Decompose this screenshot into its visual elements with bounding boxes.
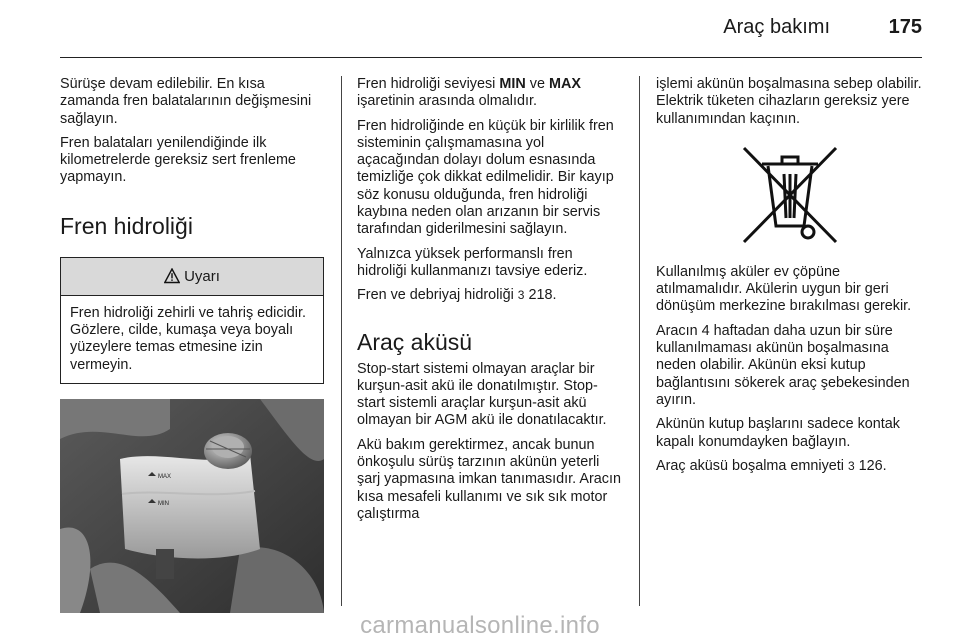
warning-box [60,257,324,384]
heading-brake-fluid: Fren hidroliği [60,212,193,239]
min-mark: MIN [158,500,169,507]
watermark: carmanualsonline.info [360,612,600,639]
heading-vehicle-battery: Araç aküsü [357,328,473,355]
paragraph: işlemi akünün boşalmasına sebep olabilir. Elektrik tüketen cihazların gereksiz yere kullanımından kaçının. [656,76,922,127]
page-reference-link[interactable]: 126 [858,457,883,474]
warning-text: Fren hidroliği zehirli ve tahriş edicidir. Gözlere, cilde, kumaşa veya boyalı yüzeylere temas etmesine izin vermeyin. [70,304,306,373]
column-divider [341,76,342,606]
page-header [60,0,922,64]
max-mark: MAX [158,473,172,480]
page-reference-link[interactable]: 218 [528,287,553,304]
min-label: MIN [499,76,526,92]
warning-header [61,258,323,296]
column-3 [656,76,924,482]
paragraph: Fren hidroliğinde en küçük bir kirlilik fren sisteminin çalışmamasına yol açacağından dolayı dolum esnasında temizliğe çok dikkat edilmelidir. Bir kayıp söz konusu olduğunda, fren hidroliği kaybına neden olan arızanın bir servis tarafından giderilmesini sağlayın. [357,117,614,238]
page-number: 175 [888,16,922,38]
paragraph: Aracın 4 haftadan daha uzun bir süre kullanılmaması akünün boşalmasına neden olabilir. Akünün eksi kutup bağlantısını sökerek araç şebekesinden ayırın. [656,322,910,408]
header-rule [60,57,922,58]
paragraph: Sürüşe devam edilebilir. En kısa zamanda fren balatalarının değişmesini sağlayın. [60,76,312,127]
crossed-out-bin-icon [738,144,842,246]
column-2 [357,76,625,530]
column-1 [60,76,324,618]
paragraph: Yalnızca yüksek performanslı fren hidroliği kullanmanızı tavsiye ederiz. [357,245,588,279]
reference-arrow-icon: 3 [517,288,525,303]
paragraph: Kullanılmış aküler ev çöpüne atılmamalıdır. Akülerin uygun bir geri dönüşüm merkezine bırakılması gerekir. [656,263,912,315]
paragraph: Akünün kutup başlarını sadece kontak kapalı konumdayken bağlayın. [656,416,901,450]
brake-fluid-reservoir-photo [60,399,324,613]
warning-triangle-icon [164,268,180,284]
warning-title: Uyarı [184,267,220,285]
max-label: MAX [548,76,581,92]
section-title: Araç bakımı [723,16,830,38]
paragraph: Fren ve debriyaj hidroliği 3 218. [357,287,557,304]
paragraph: Fren hidroliği seviyesi MIN ve MAX işaretinin arasında olmalıdır. [357,76,581,110]
paragraph: Fren balataları yenilendiğinde ilk kilometrelerde gereksiz sert frenleme yapmayın. [60,134,296,186]
column-divider [639,76,640,606]
paragraph: Stop-start sistemi olmayan araçlar bir kurşun-asit akü ile donatılmıştır. Stop-start sistemli araçlar kurşun-asit akü olmayan bir AGM akü ile donatılacaktır. [357,360,607,429]
reference-arrow-icon: 3 [847,458,855,473]
paragraph: Araç aküsü boşalma emniyeti 3 126. [656,457,887,474]
paragraph: Akü bakım gerektirmez, ancak bunun önkoşulu sürüş tarzının akünün yeterli şarj yapmasına imkan tanımasıdır. Aracın kısa mesafeli kullanımı ve sık sık motor çalıştırma [357,436,621,522]
